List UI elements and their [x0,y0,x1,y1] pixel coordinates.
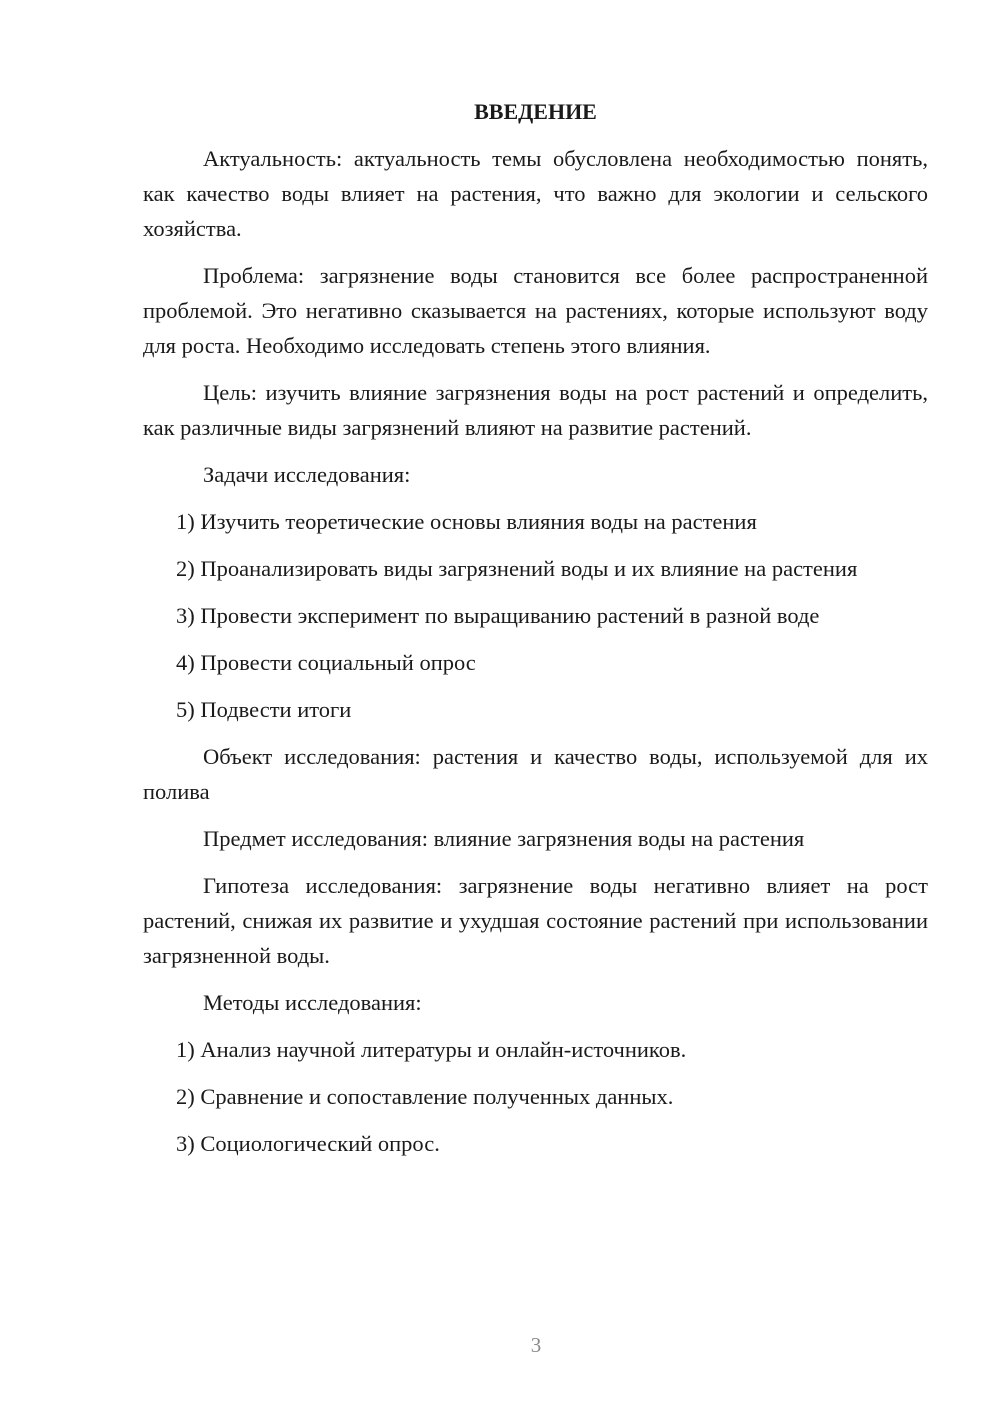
object-paragraph: Объект исследования: растения и качество воды, используемой для их полива [143,744,928,804]
methods-heading: Методы исследования: [203,990,422,1015]
tasks-heading: Задачи исследования: [203,462,411,487]
task-item: 4) Провести социальный опрос [176,650,476,675]
task-item: 1) Изучить теоретические основы влияния воды на растения [176,509,757,534]
method-item: 2) Сравнение и сопоставление полученных данных. [176,1084,674,1109]
hypothesis-paragraph: Гипотеза исследования: загрязнение воды негативно влияет на рост растений, снижая их развитие и ухудшая состояние растений при использовании загрязненной воды. [143,873,928,968]
problem-paragraph: Проблема: загрязнение воды становится все более распространенной проблемой. Это негативно сказывается на растениях, которые используют воду для роста. Необходимо исследовать степень этого влияния. [143,263,928,358]
page-content [143,94,928,1173]
relevance-paragraph: Актуальность: актуальность темы обусловлена необходимостью понять, как качество воды влияет на растения, что важно для экологии и сельского хозяйства. [143,146,928,241]
task-item: 3) Провести эксперимент по выращиванию растений в разной воде [176,603,820,628]
goal-paragraph: Цель: изучить влияние загрязнения воды на рост растений и определить, как различные виды загрязнений влияют на развитие растений. [143,380,928,440]
method-item: 1) Анализ научной литературы и онлайн-источников. [176,1037,687,1062]
subject-paragraph: Предмет исследования: влияние загрязнения воды на растения [203,826,805,851]
task-item: 2) Проанализировать виды загрязнений воды и их влияние на растения [176,556,858,581]
page-number: 3 [530,1333,542,1357]
method-item: 3) Социологический опрос. [176,1131,440,1156]
section-title: ВВЕДЕНИЕ [474,99,597,124]
task-item: 5) Подвести итоги [176,697,352,722]
